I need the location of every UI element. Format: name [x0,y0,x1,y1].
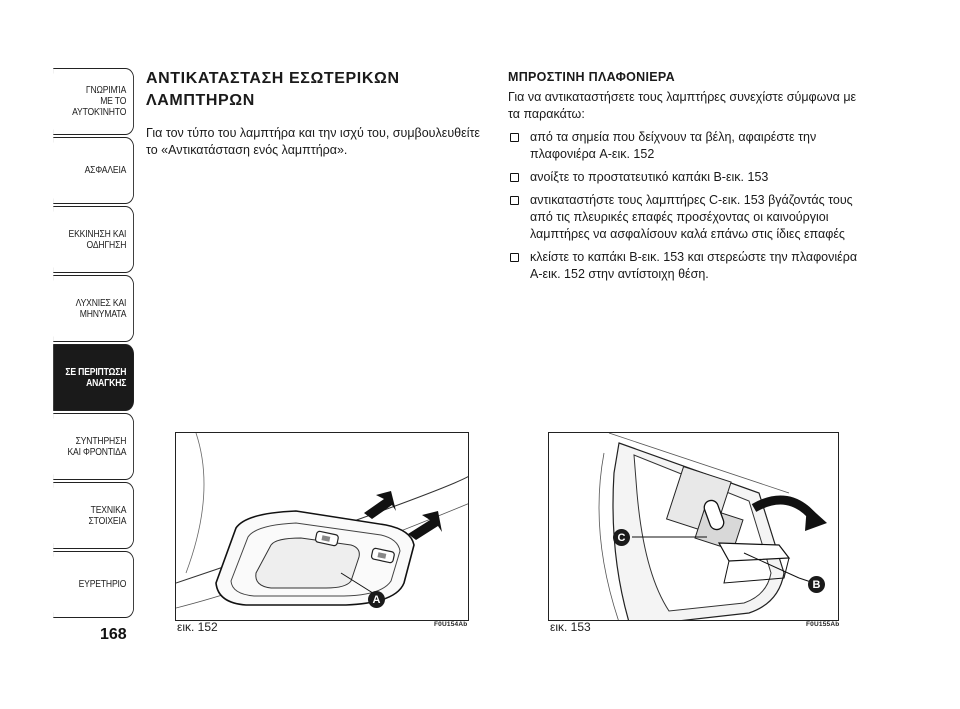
figure-153-bulb-replacement [548,432,839,621]
page-number: 168 [100,626,127,643]
page-title-line1: ΑΝΤΙΚΑΤΑΣΤΑΣΗ ΕΣΩΤΕΡΙΚΩΝ [146,70,400,87]
tab-warning-lights[interactable]: ΛΥΧΝΙΕΣ ΚΑΙ ΜΗΝΥΜΑΤΑ [53,275,134,342]
tab-emergency[interactable]: ΣΕ ΠΕΡΙΠΤΩΣΗ ΑΝΑΓΚΗΣ [53,344,134,411]
tab-index[interactable]: ΕΥΡΕΤΗΡΙΟ [53,551,134,618]
step-item [508,129,888,163]
step-text: από τα σημεία που δείχνουν τα βέλη, αφαιρέστε την πλαφονιέρα A-εικ. 152 [530,130,817,161]
callout-b: B [808,576,825,593]
callout-a: A [368,591,385,608]
checkbox-bullet-icon [510,253,519,262]
step-text: αντικαταστήστε τους λαμπτήρες C-εικ. 153 βγάζοντάς τους από τις πλευρικές επαφές προσέχοντας οι καινούργιοι λαμπτήρες να ασφαλίσουν καλά επάνω στις ίδιες επαφές [530,193,853,241]
intro-paragraph: Για τον τύπο του λαμπτήρα και την ισχύ του, συμβουλευθείτε το «Αντικατάσταση ενός λαμπτήρα». [146,126,480,157]
step-item [508,192,888,243]
figure-153-code: F0U155Ab [806,621,840,628]
tab-getting-to-know-car[interactable]: ΓΝΩΡΙΜΊΑ ΜΕ ΤΟ ΑΥΤΟΚΊΝΗΤΟ [53,68,134,135]
section-intro: Για να αντικαταστήσετε τους λαμπτήρες συνεχίστε σύμφωνα με τα παρακάτω: [508,90,857,121]
ceiling-light-illustration [176,433,469,621]
tab-maintenance[interactable]: ΣΥΝΤΗΡΗΣΗ ΚΑΙ ΦΡΟΝΤΙΔΑ [53,413,134,480]
figure-153-caption: εικ. 153 [550,620,591,634]
tab-safety[interactable]: ΑΣΦΑΛΕΙΑ [53,137,134,204]
page-title [146,68,476,112]
checkbox-bullet-icon [510,133,519,142]
bulb-replacement-illustration [549,433,839,621]
figure-152-ceiling-light [175,432,469,621]
step-text: κλείστε το καπάκι B-εικ. 153 και στερεώστε την πλαφονιέρα A-εικ. 152 στην αντίστοιχη θέση. [530,250,858,281]
step-item [508,249,888,283]
figure-152-caption: εικ. 152 [177,620,218,634]
step-text: ανοίξτε το προστατευτικό καπάκι B-εικ. 153 [530,170,769,184]
section-title: ΜΠΡΟΣΤΙΝΗ ΠΛΑΦΟΝΙΕΡΑ [508,70,675,84]
instructions-column [508,68,888,283]
tab-technical-data[interactable]: ΤΕΧΝΙΚΑ ΣΤΟΙΧΕΙΑ [53,482,134,549]
tab-starting-driving[interactable]: ΕΚΚΙΝΗΣΗ ΚΑΙ ΟΔΗΓΗΣΗ [53,206,134,273]
page-title-line2: ΛΑΜΠΤΗΡΩΝ [146,92,255,109]
callout-c: C [613,529,630,546]
checkbox-bullet-icon [510,196,519,205]
figure-152-code: F0U154Ab [434,621,468,628]
step-item [508,169,888,186]
checkbox-bullet-icon [510,173,519,182]
